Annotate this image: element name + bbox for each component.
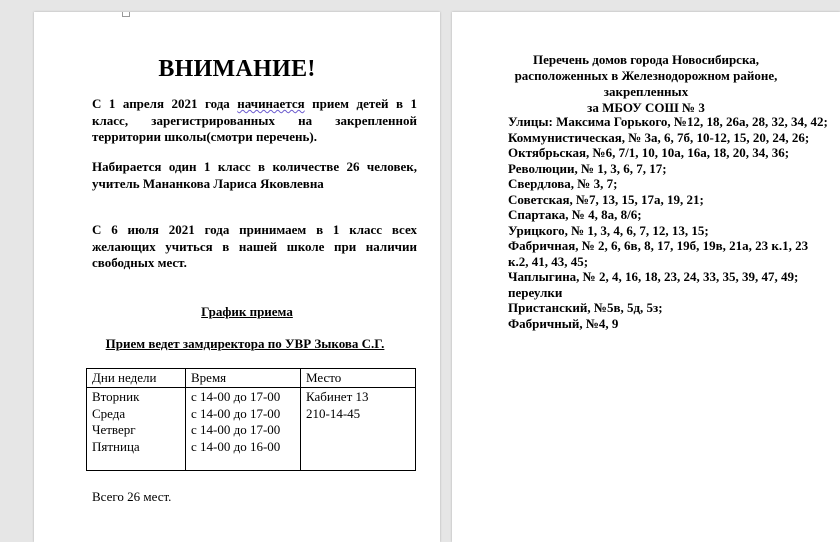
- spellcheck-marked-word: начинается: [237, 96, 305, 111]
- list-item: Фабричный, №4, 9: [508, 315, 619, 331]
- table-header: Время: [186, 369, 301, 388]
- announcement-paragraph: [92, 96, 417, 146]
- address-list-title: [476, 52, 816, 116]
- days-cell: [87, 388, 186, 471]
- class-info-paragraph: Набирается один 1 класс в количестве 26 человек, учитель Мананкова Лариса Яковлевна: [92, 159, 417, 191]
- table-header: Дни недели: [87, 369, 186, 388]
- place-cell: [301, 388, 416, 471]
- list-item: Октябрьская, №6, 7/1, 10, 10а, 16а, 18, 20, 34, 36;: [508, 145, 790, 160]
- day-value: Среда: [92, 405, 126, 421]
- room-value: Кабинет 13: [306, 389, 369, 404]
- title-line: за МБОУ СОШ № 3: [587, 100, 705, 115]
- time-value: с 14-00 до 17-00: [191, 422, 281, 437]
- table-header-row: [87, 369, 416, 388]
- list-item: Советская, №7, 13, 15, 17а, 19, 21;: [508, 191, 704, 207]
- list-item: Коммунистическая, № 3а, 6, 7б, 10-12, 15, 20, 24, 26;: [508, 129, 810, 145]
- schedule-heading: График приема: [201, 304, 293, 319]
- title-line: расположенных в Железнодорожном районе,: [514, 68, 778, 83]
- page-edge-marker: [122, 12, 130, 17]
- total-places: Всего 26 мест.: [92, 489, 172, 504]
- paragraph-text: прием детей в 1 класс, зарегистрированных на закрепленной территории школы(смотри перечень).: [92, 96, 417, 144]
- list-item: Революции, № 1, 3, 6, 7, 17;: [508, 160, 667, 176]
- day-value: Вторник: [92, 389, 140, 404]
- table-row: [87, 388, 416, 471]
- title-line: закрепленных: [603, 84, 689, 99]
- time-value: с 14-00 до 17-00: [191, 405, 281, 421]
- day-value: Пятница: [92, 438, 140, 454]
- title-line: Перечень домов города Новосибирска,: [532, 52, 759, 67]
- list-item: Чаплыгина, № 2, 4, 16, 18, 23, 24, 33, 35, 39, 47, 49;: [508, 269, 799, 284]
- list-item: Свердлова, № 3, 7;: [508, 176, 618, 191]
- time-value: с 14-00 до 17-00: [191, 389, 281, 404]
- responsible-person: Прием ведет замдиректора по УВР Зыкова С.Г.: [105, 336, 385, 351]
- list-item: Урицкого, № 1, 3, 4, 6, 7, 12, 13, 15;: [508, 222, 709, 238]
- table-header: Место: [301, 369, 416, 388]
- time-value: с 14-00 до 16-00: [191, 438, 281, 454]
- list-item: Пристанский, №5в, 5д, 5з;: [508, 300, 663, 315]
- day-value: Четверг: [92, 422, 136, 437]
- list-item: Фабричная, № 2, 6, 6в, 8, 17, 19б, 19в, 21а, 23 к.1, 23 к.2, 41, 43, 45;: [508, 238, 809, 269]
- july-admission-paragraph: С 6 июля 2021 года принимаем в 1 класс всех желающих учиться в нашей школе при наличии свободных мест.: [92, 222, 417, 270]
- document-page-right: [452, 12, 840, 542]
- street-list: [508, 114, 830, 331]
- schedule-table: [86, 368, 416, 471]
- page-title: ВНИМАНИЕ!: [158, 56, 316, 82]
- list-item: переулки: [508, 284, 563, 300]
- list-item: Улицы: Максима Горького, №12, 18, 26а, 28, 32, 34, 42;: [508, 114, 828, 129]
- phone-value: 210-14-45: [306, 405, 361, 421]
- document-page-left: [34, 12, 440, 542]
- times-cell: [186, 388, 301, 471]
- list-item: Спартака, № 4, 8а, 8/6;: [508, 207, 642, 222]
- paragraph-text: С 1 апреля 2021 года: [92, 96, 238, 111]
